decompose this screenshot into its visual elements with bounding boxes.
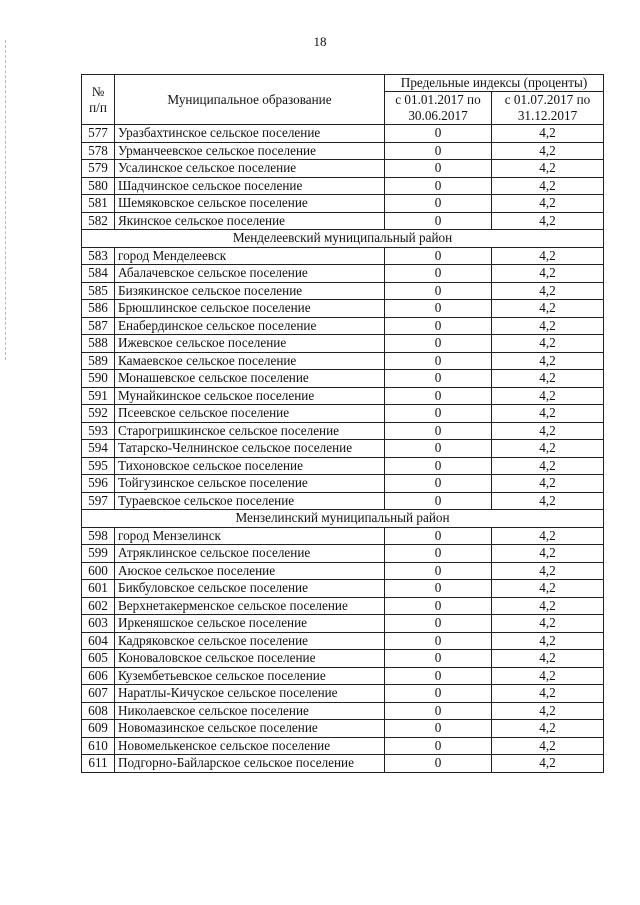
index-period-1: 0 <box>385 335 492 353</box>
index-period-2: 4,2 <box>492 755 604 773</box>
table-row <box>82 387 604 405</box>
row-number: 584 <box>82 265 115 283</box>
index-period-1: 0 <box>385 475 492 493</box>
index-period-1: 0 <box>385 125 492 143</box>
page-number: 18 <box>313 34 327 49</box>
row-number: 607 <box>82 685 115 703</box>
index-period-2: 4,2 <box>492 615 604 633</box>
index-period-2: 4,2 <box>492 562 604 580</box>
index-period-1: 0 <box>385 177 492 195</box>
index-period-2: 4,2 <box>492 667 604 685</box>
index-period-1: 0 <box>385 492 492 510</box>
index-period-1: 0 <box>385 685 492 703</box>
municipality-name: Бизякинское сельское поселение <box>115 282 385 300</box>
table-row <box>82 492 604 510</box>
header-municipality: Муниципальное образование <box>115 75 385 125</box>
row-number: 597 <box>82 492 115 510</box>
table-row <box>82 755 604 773</box>
table-row <box>82 650 604 668</box>
index-period-2: 4,2 <box>492 580 604 598</box>
index-period-2: 4,2 <box>492 370 604 388</box>
municipality-name: Шемяковское сельское поселение <box>115 195 385 213</box>
municipality-name: Шадчинское сельское поселение <box>115 177 385 195</box>
index-period-2: 4,2 <box>492 405 604 423</box>
row-number: 585 <box>82 282 115 300</box>
index-period-2: 4,2 <box>492 160 604 178</box>
index-period-2: 4,2 <box>492 212 604 230</box>
index-period-1: 0 <box>385 720 492 738</box>
table-row <box>82 597 604 615</box>
table-row <box>82 195 604 213</box>
table-row <box>82 457 604 475</box>
municipality-name: Старогришкинское сельское поселение <box>115 422 385 440</box>
municipality-name: Тихоновское сельское поселение <box>115 457 385 475</box>
municipality-name: город Мензелинск <box>115 527 385 545</box>
row-number: 590 <box>82 370 115 388</box>
table-row <box>82 440 604 458</box>
municipality-name: Ижевское сельское поселение <box>115 335 385 353</box>
index-period-1: 0 <box>385 755 492 773</box>
municipality-name: Наратлы-Кичуское сельское поселение <box>115 685 385 703</box>
index-period-2: 4,2 <box>492 247 604 265</box>
municipality-name: Тойгузинское сельское поселение <box>115 475 385 493</box>
header-number: № п/п <box>82 75 115 125</box>
index-period-1: 0 <box>385 632 492 650</box>
row-number: 583 <box>82 247 115 265</box>
table-row <box>82 300 604 318</box>
table-row <box>82 667 604 685</box>
index-period-1: 0 <box>385 160 492 178</box>
municipality-name: Урманчеевское сельское поселение <box>115 142 385 160</box>
index-period-2: 4,2 <box>492 317 604 335</box>
row-number: 591 <box>82 387 115 405</box>
table-row <box>82 580 604 598</box>
row-number: 600 <box>82 562 115 580</box>
table-row <box>82 177 604 195</box>
table-row <box>82 475 604 493</box>
municipality-name: Камаевское сельское поселение <box>115 352 385 370</box>
index-period-2: 4,2 <box>492 685 604 703</box>
district-heading: Мензелинский муниципальный район <box>82 510 604 528</box>
index-period-2: 4,2 <box>492 597 604 615</box>
row-number: 587 <box>82 317 115 335</box>
row-number: 606 <box>82 667 115 685</box>
row-number: 580 <box>82 177 115 195</box>
index-period-1: 0 <box>385 667 492 685</box>
row-number: 595 <box>82 457 115 475</box>
index-period-2: 4,2 <box>492 300 604 318</box>
district-row <box>82 510 604 528</box>
row-number: 596 <box>82 475 115 493</box>
index-period-1: 0 <box>385 282 492 300</box>
index-period-1: 0 <box>385 615 492 633</box>
municipality-name: Тураевское сельское поселение <box>115 492 385 510</box>
row-number: 609 <box>82 720 115 738</box>
index-period-1: 0 <box>385 317 492 335</box>
municipality-name: Коноваловское сельское поселение <box>115 650 385 668</box>
table-row <box>82 720 604 738</box>
municipality-name: Брюшлинское сельское поселение <box>115 300 385 318</box>
header-period-1: с 01.01.2017 по 30.06.2017 <box>385 92 492 125</box>
table-row <box>82 160 604 178</box>
table-row <box>82 317 604 335</box>
index-period-1: 0 <box>385 702 492 720</box>
row-number: 599 <box>82 545 115 563</box>
row-number: 592 <box>82 405 115 423</box>
table-row <box>82 352 604 370</box>
table-row <box>82 212 604 230</box>
municipality-name: Усалинское сельское поселение <box>115 160 385 178</box>
table-row <box>82 615 604 633</box>
row-number: 605 <box>82 650 115 668</box>
district-row <box>82 230 604 248</box>
municipality-name: Атряклинское сельское поселение <box>115 545 385 563</box>
table-row <box>82 685 604 703</box>
municipality-name: Псеевское сельское поселение <box>115 405 385 423</box>
municipality-name: Аюское сельское поселение <box>115 562 385 580</box>
index-period-1: 0 <box>385 562 492 580</box>
municipality-name: Новомелькенское сельское поселение <box>115 737 385 755</box>
index-period-1: 0 <box>385 265 492 283</box>
index-period-2: 4,2 <box>492 387 604 405</box>
index-period-1: 0 <box>385 440 492 458</box>
table-row <box>82 335 604 353</box>
index-period-1: 0 <box>385 457 492 475</box>
row-number: 594 <box>82 440 115 458</box>
table-row <box>82 265 604 283</box>
table-row <box>82 562 604 580</box>
index-period-1: 0 <box>385 212 492 230</box>
row-number: 586 <box>82 300 115 318</box>
index-period-2: 4,2 <box>492 282 604 300</box>
index-period-2: 4,2 <box>492 335 604 353</box>
index-period-1: 0 <box>385 142 492 160</box>
municipality-name: Новомазинское сельское поселение <box>115 720 385 738</box>
municipality-name: Уразбахтинское сельское поселение <box>115 125 385 143</box>
municipality-name: Енабердинское сельское поселение <box>115 317 385 335</box>
table-row <box>82 142 604 160</box>
municipality-name: Бикбуловское сельское поселение <box>115 580 385 598</box>
index-period-1: 0 <box>385 300 492 318</box>
municipality-name: Татарско-Челнинское сельское поселение <box>115 440 385 458</box>
table-row <box>82 737 604 755</box>
index-period-2: 4,2 <box>492 650 604 668</box>
index-period-1: 0 <box>385 422 492 440</box>
header-indices-group: Предельные индексы (проценты) <box>385 75 604 92</box>
municipality-name: Абалачевское сельское поселение <box>115 265 385 283</box>
index-period-2: 4,2 <box>492 195 604 213</box>
row-number: 598 <box>82 527 115 545</box>
row-number: 611 <box>82 755 115 773</box>
row-number: 588 <box>82 335 115 353</box>
row-number: 579 <box>82 160 115 178</box>
municipality-name: Кадряковское сельское поселение <box>115 632 385 650</box>
row-number: 608 <box>82 702 115 720</box>
index-period-1: 0 <box>385 527 492 545</box>
index-period-2: 4,2 <box>492 177 604 195</box>
index-period-1: 0 <box>385 247 492 265</box>
index-period-2: 4,2 <box>492 352 604 370</box>
index-period-1: 0 <box>385 580 492 598</box>
row-number: 601 <box>82 580 115 598</box>
row-number: 581 <box>82 195 115 213</box>
municipality-name: Якинское сельское поселение <box>115 212 385 230</box>
table-row <box>82 247 604 265</box>
index-period-2: 4,2 <box>492 457 604 475</box>
index-period-2: 4,2 <box>492 632 604 650</box>
index-period-2: 4,2 <box>492 142 604 160</box>
table-body <box>82 125 604 773</box>
table-row <box>82 125 604 143</box>
municipality-name: Николаевское сельское поселение <box>115 702 385 720</box>
municipality-name: Подгорно-Байларское сельское поселение <box>115 755 385 773</box>
table-row <box>82 370 604 388</box>
municipality-name: Мунайкинское сельское поселение <box>115 387 385 405</box>
index-period-2: 4,2 <box>492 702 604 720</box>
index-period-1: 0 <box>385 737 492 755</box>
index-period-1: 0 <box>385 545 492 563</box>
index-period-1: 0 <box>385 370 492 388</box>
row-number: 578 <box>82 142 115 160</box>
index-period-2: 4,2 <box>492 527 604 545</box>
index-period-2: 4,2 <box>492 125 604 143</box>
district-heading: Менделеевский муниципальный район <box>82 230 604 248</box>
table-row <box>82 545 604 563</box>
table-row <box>82 405 604 423</box>
index-period-1: 0 <box>385 405 492 423</box>
index-period-2: 4,2 <box>492 720 604 738</box>
index-period-2: 4,2 <box>492 737 604 755</box>
index-period-2: 4,2 <box>492 265 604 283</box>
index-period-2: 4,2 <box>492 492 604 510</box>
row-number: 604 <box>82 632 115 650</box>
index-period-1: 0 <box>385 387 492 405</box>
row-number: 577 <box>82 125 115 143</box>
table-row <box>82 422 604 440</box>
municipality-name: Иркеняшское сельское поселение <box>115 615 385 633</box>
index-period-1: 0 <box>385 650 492 668</box>
municipality-name: город Менделеевск <box>115 247 385 265</box>
index-period-2: 4,2 <box>492 422 604 440</box>
indices-table <box>81 74 604 773</box>
row-number: 610 <box>82 737 115 755</box>
index-period-2: 4,2 <box>492 475 604 493</box>
row-number: 582 <box>82 212 115 230</box>
scan-margin-line <box>5 40 6 360</box>
header-period-2: с 01.07.2017 по 31.12.2017 <box>492 92 604 125</box>
table-row <box>82 527 604 545</box>
table-row <box>82 702 604 720</box>
index-period-1: 0 <box>385 597 492 615</box>
municipality-name: Монашевское сельское поселение <box>115 370 385 388</box>
row-number: 603 <box>82 615 115 633</box>
index-period-1: 0 <box>385 195 492 213</box>
index-period-2: 4,2 <box>492 440 604 458</box>
row-number: 589 <box>82 352 115 370</box>
municipality-name: Верхнетакерменское сельское поселение <box>115 597 385 615</box>
index-period-1: 0 <box>385 352 492 370</box>
table-row <box>82 282 604 300</box>
table-row <box>82 632 604 650</box>
row-number: 602 <box>82 597 115 615</box>
row-number: 593 <box>82 422 115 440</box>
index-period-2: 4,2 <box>492 545 604 563</box>
municipality-name: Кузембетьевское сельское поселение <box>115 667 385 685</box>
